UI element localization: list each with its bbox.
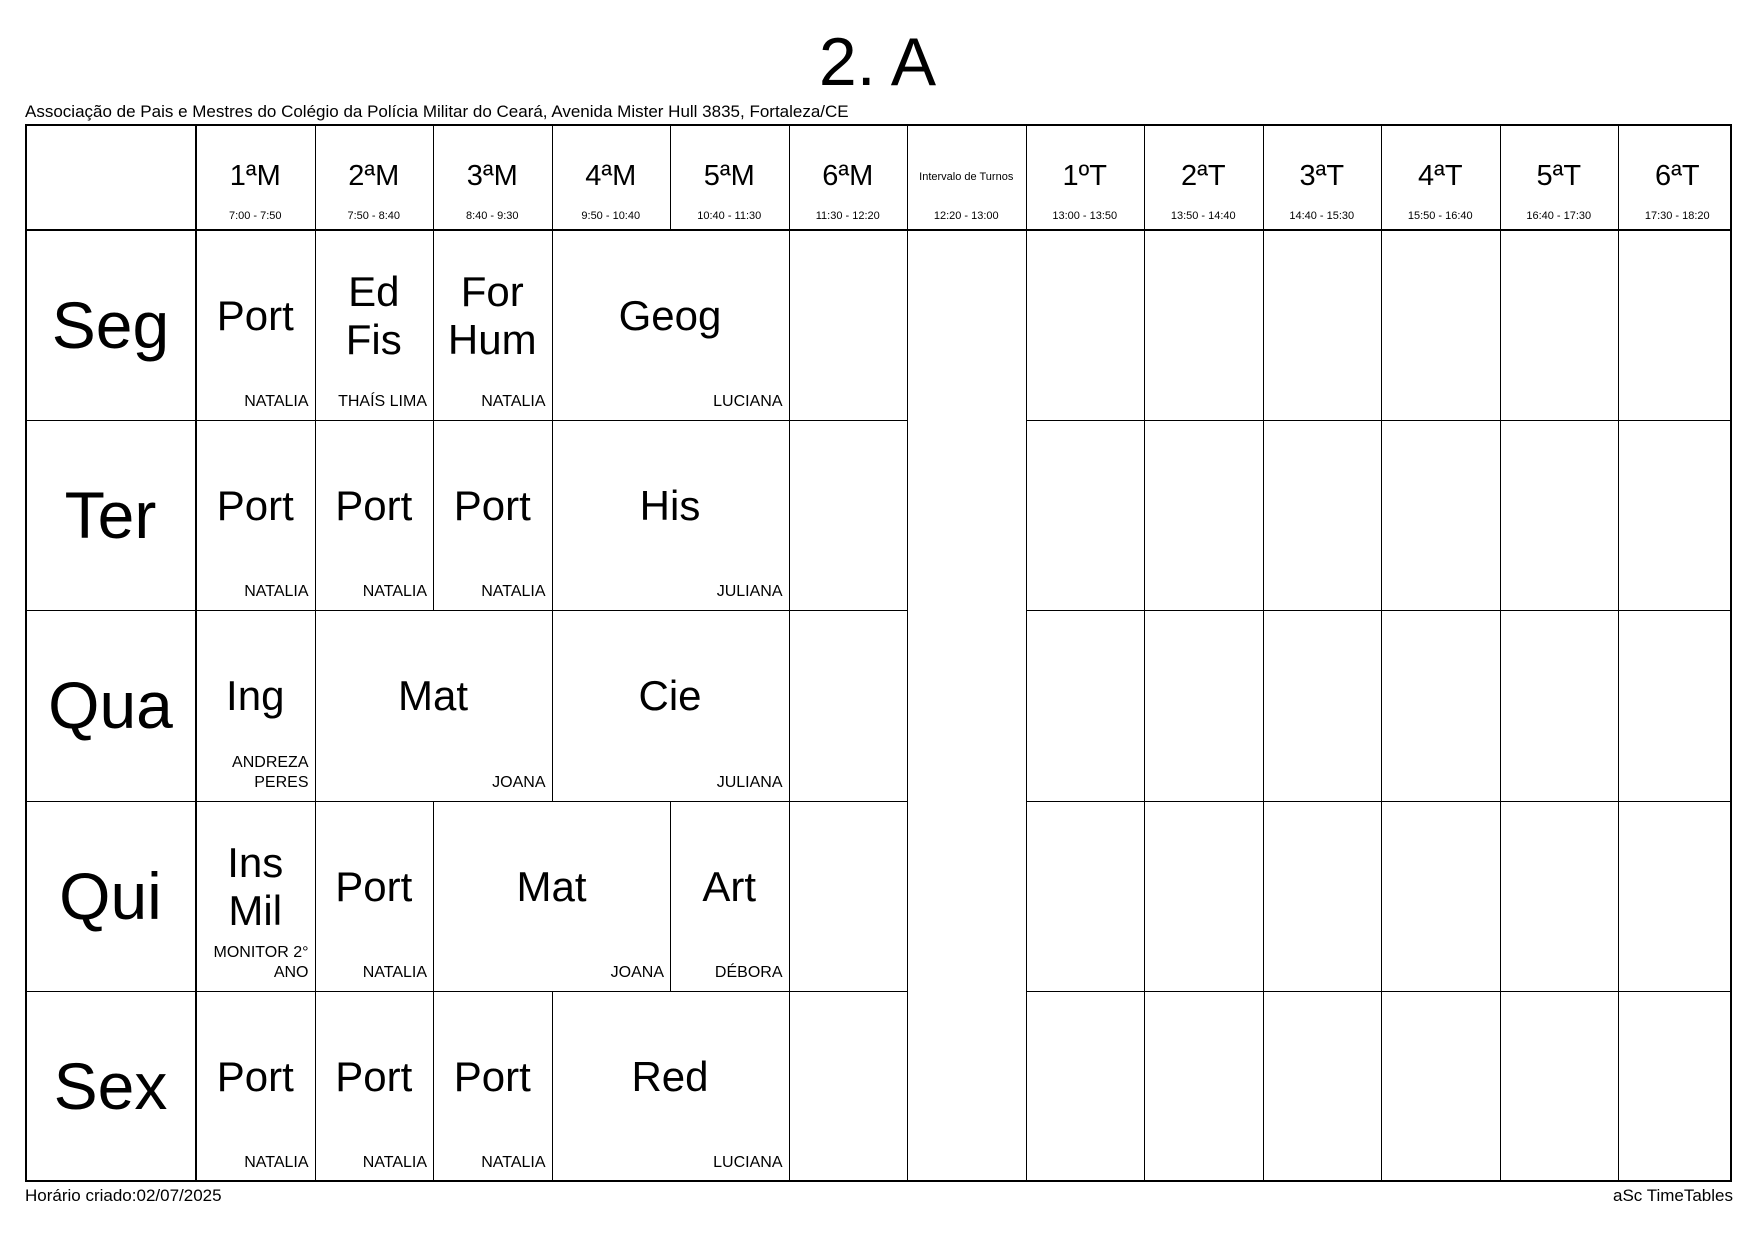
column-divider — [1381, 420, 1382, 610]
lesson-teacher — [481, 392, 545, 412]
empty-cell[interactable] — [1381, 610, 1500, 800]
teacher-line: NATALIA — [481, 583, 546, 601]
lesson-cell[interactable] — [196, 610, 315, 800]
teacher-line: NATALIA — [362, 963, 427, 981]
row-divider — [25, 991, 907, 992]
empty-cell — [907, 801, 1026, 991]
teacher-line: JULIANA — [716, 583, 783, 601]
period-name: Intervalo de Turnos — [919, 171, 1014, 183]
lesson-cell[interactable] — [552, 230, 789, 420]
lesson-subject — [315, 482, 434, 530]
lesson-teacher — [611, 963, 664, 983]
lesson-teacher — [363, 963, 427, 983]
column-divider — [315, 124, 316, 230]
row-divider — [25, 610, 907, 611]
row-divider — [1026, 610, 1733, 611]
empty-cell[interactable] — [1144, 801, 1263, 991]
empty-cell[interactable] — [789, 801, 908, 991]
subject-line: Port — [335, 482, 413, 530]
empty-cell[interactable] — [1144, 610, 1263, 800]
lesson-teacher — [717, 582, 783, 602]
outer-border — [1730, 124, 1732, 1181]
subject-line: Cie — [638, 672, 702, 720]
column-divider — [789, 124, 790, 230]
lesson-teacher — [715, 963, 783, 983]
period-name: 5ªM — [703, 160, 755, 192]
lesson-subject — [315, 268, 434, 364]
lesson-subject — [433, 1053, 552, 1101]
lesson-subject — [196, 1053, 315, 1101]
lesson-cell[interactable] — [670, 801, 789, 991]
period-time: 17:30 - 18:20 — [1644, 210, 1710, 222]
empty-cell[interactable] — [1263, 230, 1382, 420]
column-divider — [1618, 230, 1619, 420]
column-divider — [1500, 230, 1501, 420]
software-credit: aSc TimeTables — [1613, 1186, 1733, 1205]
empty-cell — [907, 991, 1026, 1181]
period-name: 1ªM — [229, 160, 281, 192]
empty-cell[interactable] — [1381, 801, 1500, 991]
subject-line: For — [460, 268, 524, 315]
lesson-subject — [315, 863, 434, 911]
teacher-line: NATALIA — [244, 1153, 309, 1171]
lesson-subject — [433, 268, 552, 364]
column-divider — [907, 124, 908, 230]
subject-line: Port — [216, 1052, 294, 1100]
day-label — [25, 230, 196, 420]
empty-cell[interactable] — [1618, 610, 1737, 800]
empty-cell — [907, 230, 1026, 420]
period-name: 1ºT — [1062, 160, 1107, 192]
column-divider — [315, 991, 316, 1181]
empty-cell[interactable] — [789, 230, 908, 420]
column-divider — [907, 991, 908, 1181]
empty-cell[interactable] — [1618, 801, 1737, 991]
lesson-subject — [552, 292, 789, 340]
outer-border — [25, 124, 1732, 126]
subject-line: Red — [631, 1052, 709, 1100]
lesson-cell[interactable] — [196, 230, 315, 420]
period-name: 4ªT — [1417, 160, 1463, 192]
column-divider — [1026, 230, 1027, 420]
empty-cell[interactable] — [1500, 991, 1619, 1181]
column-divider — [789, 610, 790, 800]
lesson-subject — [433, 482, 552, 530]
lesson-teacher — [244, 1153, 308, 1173]
period-name: 3ªM — [466, 160, 518, 192]
lesson-cell[interactable] — [552, 420, 789, 610]
column-divider — [1026, 991, 1027, 1181]
column-divider — [1144, 991, 1145, 1181]
lesson-cell[interactable] — [433, 991, 552, 1181]
row-divider — [25, 420, 907, 421]
period-header — [789, 124, 908, 230]
empty-cell[interactable] — [1618, 420, 1737, 610]
empty-cell[interactable] — [1381, 230, 1500, 420]
subject-line: Ed — [348, 268, 400, 315]
lesson-teacher — [214, 943, 309, 983]
lesson-teacher — [481, 582, 545, 602]
teacher-line: ANDREZA — [232, 753, 309, 771]
column-divider — [1263, 610, 1264, 800]
row-divider — [1026, 801, 1733, 802]
school-address: Associação de Pais e Mestres do Colégio da Polícia Militar do Ceará, Avenida Mister Hull 3835, Fortaleza/CE — [25, 102, 849, 121]
teacher-line: THAÍS LIMA — [338, 393, 427, 411]
column-divider — [1500, 991, 1501, 1181]
period-header — [433, 124, 552, 230]
subject-line: Ins — [227, 838, 284, 886]
column-divider — [1263, 124, 1264, 230]
lesson-teacher — [244, 392, 308, 412]
empty-cell — [907, 420, 1026, 610]
subject-line: Port — [216, 292, 294, 339]
lesson-cell[interactable] — [315, 420, 434, 610]
row-divider — [25, 801, 907, 802]
lesson-subject — [196, 672, 315, 720]
lesson-subject — [433, 863, 670, 911]
day-name: Qui — [59, 858, 162, 933]
column-divider — [1618, 801, 1619, 991]
lesson-subject — [552, 1053, 789, 1101]
day-label — [25, 420, 196, 610]
subject-line: Mat — [516, 862, 587, 910]
subject-line: His — [639, 482, 701, 530]
period-time: 14:40 - 15:30 — [1289, 210, 1355, 222]
period-time: 11:30 - 12:20 — [815, 210, 880, 222]
period-name: 4ªM — [585, 160, 637, 192]
created-date: Horário criado:02/07/2025 — [25, 1186, 222, 1205]
subject-line: Geog — [618, 292, 722, 339]
empty-cell — [907, 610, 1026, 800]
column-divider — [1618, 610, 1619, 800]
empty-cell[interactable] — [1263, 610, 1382, 800]
empty-cell[interactable] — [1618, 230, 1737, 420]
day-label — [25, 991, 196, 1181]
lesson-subject — [552, 482, 789, 530]
day-name: Sex — [53, 1048, 168, 1123]
empty-cell[interactable] — [1500, 420, 1619, 610]
empty-cell[interactable] — [1144, 420, 1263, 610]
lesson-teacher — [232, 753, 308, 793]
lesson-cell[interactable] — [315, 610, 552, 800]
column-divider — [907, 801, 908, 991]
lesson-teacher — [363, 582, 427, 602]
column-divider — [552, 230, 553, 420]
column-divider — [433, 230, 434, 420]
empty-cell[interactable] — [1381, 991, 1500, 1181]
column-divider — [1618, 420, 1619, 610]
period-header — [670, 124, 789, 230]
teacher-line: ANO — [273, 963, 309, 981]
teacher-line: LUCIANA — [713, 393, 783, 411]
period-time: 10:40 - 11:30 — [697, 210, 762, 222]
empty-cell[interactable] — [1500, 610, 1619, 800]
subject-line: Port — [453, 1052, 531, 1100]
column-divider — [315, 610, 316, 800]
period-header — [1026, 124, 1145, 230]
lesson-subject — [196, 292, 315, 340]
column-divider — [1381, 230, 1382, 420]
column-divider — [1381, 991, 1382, 1181]
teacher-line: NATALIA — [481, 1153, 546, 1171]
teacher-line: NATALIA — [244, 393, 309, 411]
period-header — [1381, 124, 1500, 230]
teacher-line: PERES — [254, 773, 309, 791]
outer-border — [25, 124, 27, 1181]
lesson-teacher — [713, 1153, 782, 1173]
day-label — [25, 801, 196, 991]
day-name: Seg — [51, 288, 170, 363]
empty-cell[interactable] — [1026, 610, 1145, 800]
teacher-line: MONITOR 2° — [213, 943, 309, 961]
period-time: 8:40 - 9:30 — [465, 210, 519, 222]
period-header — [196, 124, 315, 230]
column-divider — [1381, 801, 1382, 991]
column-divider — [1144, 230, 1145, 420]
column-divider — [1500, 420, 1501, 610]
lesson-teacher — [717, 773, 783, 793]
column-divider — [1263, 420, 1264, 610]
teacher-line: NATALIA — [362, 1153, 427, 1171]
teacher-line: JOANA — [610, 963, 664, 981]
column-divider — [1026, 124, 1027, 230]
lesson-teacher — [338, 392, 427, 412]
empty-cell[interactable] — [1500, 230, 1619, 420]
period-name: 6ªM — [822, 160, 874, 192]
header-divider — [25, 229, 1732, 231]
subject-line: Mil — [228, 886, 283, 934]
period-header — [1500, 124, 1619, 230]
subject-line: Port — [216, 482, 294, 530]
lesson-subject — [196, 482, 315, 530]
lesson-cell[interactable] — [433, 420, 552, 610]
subject-line: Hum — [447, 316, 537, 363]
subject-line: Ing — [226, 672, 285, 720]
day-name: Qua — [48, 668, 173, 743]
column-divider — [1263, 801, 1264, 991]
period-time: 16:40 - 17:30 — [1526, 210, 1592, 222]
lesson-subject — [670, 863, 789, 911]
column-divider — [552, 991, 553, 1181]
period-header — [1263, 124, 1382, 230]
period-header — [315, 124, 434, 230]
timetable-title: 2. A — [818, 24, 937, 100]
lesson-cell[interactable] — [196, 801, 315, 991]
subject-line: Port — [453, 482, 531, 530]
period-time: 7:00 - 7:50 — [228, 210, 282, 222]
teacher-line: LUCIANA — [713, 1153, 783, 1171]
column-divider — [907, 610, 908, 800]
empty-cell[interactable] — [789, 991, 908, 1181]
lesson-subject — [552, 672, 789, 720]
lesson-teacher — [492, 773, 545, 793]
period-time: 13:50 - 14:40 — [1170, 210, 1236, 222]
column-divider — [789, 230, 790, 420]
column-divider — [433, 124, 434, 230]
column-divider — [789, 991, 790, 1181]
lesson-cell[interactable] — [552, 991, 789, 1181]
empty-cell[interactable] — [789, 420, 908, 610]
teacher-line: NATALIA — [481, 393, 546, 411]
subject-line: Art — [702, 862, 757, 910]
empty-cell[interactable] — [1144, 991, 1263, 1181]
period-time: 12:20 - 13:00 — [933, 210, 999, 222]
teacher-line: JOANA — [492, 773, 546, 791]
lesson-cell[interactable] — [315, 991, 434, 1181]
subject-line: Port — [335, 1052, 413, 1100]
column-divider — [1263, 991, 1264, 1181]
empty-cell[interactable] — [1263, 991, 1382, 1181]
column-divider — [1144, 124, 1145, 230]
column-divider — [1144, 801, 1145, 991]
column-divider — [907, 230, 908, 420]
lesson-teacher — [713, 392, 782, 412]
empty-cell[interactable] — [789, 610, 908, 800]
column-divider — [789, 420, 790, 610]
column-divider — [1144, 420, 1145, 610]
outer-border — [25, 1180, 1732, 1182]
column-divider — [1618, 124, 1619, 230]
lesson-subject — [315, 672, 552, 720]
column-divider — [1500, 124, 1501, 230]
lesson-cell[interactable] — [433, 230, 552, 420]
period-name: 3ªT — [1299, 160, 1345, 192]
teacher-line: DÉBORA — [714, 963, 783, 981]
period-header — [1618, 124, 1737, 230]
empty-cell[interactable] — [1144, 230, 1263, 420]
teacher-line: NATALIA — [244, 583, 309, 601]
column-divider — [1500, 801, 1501, 991]
lesson-cell[interactable] — [315, 801, 434, 991]
period-time: 15:50 - 16:40 — [1407, 210, 1473, 222]
period-header — [907, 124, 1026, 230]
day-column-divider — [195, 124, 197, 1181]
period-time: 7:50 - 8:40 — [347, 210, 401, 222]
teacher-line: JULIANA — [716, 773, 783, 791]
column-divider — [1026, 610, 1027, 800]
period-name: 5ªT — [1536, 160, 1582, 192]
lesson-cell[interactable] — [196, 991, 315, 1181]
column-divider — [433, 801, 434, 991]
empty-cell[interactable] — [1026, 420, 1145, 610]
subject-line: Mat — [397, 672, 468, 720]
column-divider — [1026, 801, 1027, 991]
period-name: 6ªT — [1654, 160, 1700, 192]
lesson-cell[interactable] — [433, 801, 670, 991]
subject-line: Fis — [345, 316, 402, 363]
column-divider — [1381, 610, 1382, 800]
empty-cell[interactable] — [1381, 420, 1500, 610]
lesson-teacher — [363, 1153, 427, 1173]
column-divider — [433, 991, 434, 1181]
period-header — [552, 124, 671, 230]
row-divider — [1026, 991, 1733, 992]
column-divider — [1026, 420, 1027, 610]
empty-cell[interactable] — [1026, 991, 1145, 1181]
column-divider — [1618, 991, 1619, 1181]
column-divider — [315, 801, 316, 991]
empty-cell[interactable] — [1500, 801, 1619, 991]
column-divider — [1381, 124, 1382, 230]
empty-cell[interactable] — [1026, 230, 1145, 420]
period-time: 13:00 - 13:50 — [1052, 210, 1118, 222]
teacher-line: NATALIA — [362, 583, 427, 601]
column-divider — [552, 610, 553, 800]
column-divider — [1500, 610, 1501, 800]
period-name: 2ªT — [1180, 160, 1226, 192]
day-label — [25, 610, 196, 800]
empty-cell[interactable] — [1026, 801, 1145, 991]
lesson-teacher — [481, 1153, 545, 1173]
column-divider — [315, 420, 316, 610]
column-divider — [552, 420, 553, 610]
lesson-cell[interactable] — [315, 230, 434, 420]
period-time: 9:50 - 10:40 — [581, 210, 641, 222]
lesson-subject — [315, 1053, 434, 1101]
subject-line: Port — [335, 862, 413, 910]
empty-cell[interactable] — [1263, 801, 1382, 991]
column-divider — [1263, 230, 1264, 420]
empty-cell[interactable] — [1618, 991, 1737, 1181]
column-divider — [433, 420, 434, 610]
lesson-subject — [196, 839, 315, 935]
column-divider — [315, 230, 316, 420]
column-divider — [1144, 610, 1145, 800]
period-name: 2ªM — [348, 160, 400, 192]
day-name: Ter — [64, 478, 157, 553]
empty-cell[interactable] — [1263, 420, 1382, 610]
column-divider — [789, 801, 790, 991]
lesson-teacher — [244, 582, 308, 602]
column-divider — [552, 124, 553, 230]
column-divider — [907, 420, 908, 610]
column-divider — [670, 801, 671, 991]
lesson-cell[interactable] — [196, 420, 315, 610]
lesson-cell[interactable] — [552, 610, 789, 800]
period-header — [1144, 124, 1263, 230]
row-divider — [1026, 420, 1733, 421]
column-divider — [670, 124, 671, 230]
